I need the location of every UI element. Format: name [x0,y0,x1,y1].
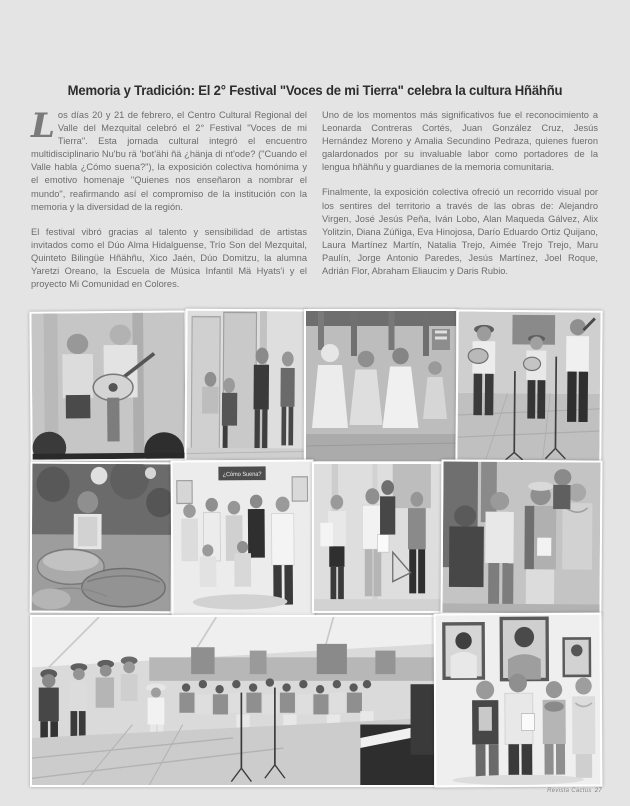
photo-portrait-gallery [434,613,603,788]
paragraph-1-text: os días 20 y 21 de febrero, el Centro Cultural Regional del Valle del Mezquital celebró el 2° Festival "Voces de mi Tierra". Esta jornada cultural integró el encuentro multidisciplinario Nu'bu rä 'bot'ähi ñä ¿hänja di nt'ode? ("Cuando el Valle habla ¿Cómo suena?"), la exposición colectiva homónima y el emotivo homenaje "Quienes nos enseñaron a nombrar el mundo", reafirmando así el compromiso de la institución con la memoria y la diversidad de la región. [31,110,307,212]
photo-audience-panorama [30,615,436,787]
left-column [31,106,307,303]
paragraph-1 [31,106,307,214]
article-body [31,106,599,303]
page-number: 27 [594,788,602,794]
photo-craft-stall [30,462,174,614]
photo-duo-guitarist-image [31,312,185,459]
photo-mirror-group-image [186,311,304,461]
photo-musician-trio [455,309,602,462]
dropcap: L [31,106,55,146]
photo-folk-dancers-image [306,311,456,461]
photo-gallery-group-image [172,462,312,615]
paragraph-2: El festival vibró gracias al talento y sensibilidad de artistas invitados como el Dúo Alma Hidalguense, Trío Son del Mezquital, Quinteto Bilingüe Hñähñu, Xico Jaén, Dúo Domitzu, la alumna Yaretzi Oreano, la Escuela de Música Infantil Mä Hyats'i y el proyecto Mi Comunidad en Colores. [31,226,307,290]
page-title: Memoria y Tradición: El 2° Festival "Voces de mi Tierra" celebra la cultura Hñähñu [67,83,563,99]
photo-gallery-group [170,460,314,617]
magazine-name: Revista Cactus [547,788,592,794]
paragraph-4: Finalmente, la exposición colectiva ofreció un recorrido visual por los sentires del territorio a través de las obras de: Alejandro Virgen, José Jesús Peña, Iván Lobo, Alan Maqueda Gálvez, Alix Yolitzin, Diana Zúñiga, Eva Hinojosa, Darío Eduardo Ortiz Quijano, Laura Martínez Martín, Natalia Trejo, Aimée Trejo Trejo, Maru Paulín, Jorge Antonio Paredes, Jesús Martínez, Joel Roque, Adrián Flor, Abraham Eliaucim y Daris Rubio. [322,187,598,277]
paragraph-3: Uno de los momentos más significativos fue el reconocimiento a Leonarda Contreras Cortés, Juan González Cruz, Jesús Hernández Moreno y Amalia Secundino Pedraza, quienes fueron galardonados por su invaluable labor como portadores de la lengua hñähñu y guardianes de la memoria comunitaria. [322,110,598,173]
photo-women-group-image [442,461,600,613]
photo-mirror-group [184,309,306,463]
photo-duo-guitarist [29,310,187,461]
photo-audience-panorama-image [32,617,434,785]
photo-craft-stall-image [32,464,172,612]
photo-women-group [440,459,602,615]
photo-collage [30,309,600,791]
photo-musician-trio-image [457,311,600,460]
gallery-sign-label: ¿Cómo Suena? [222,471,262,479]
photo-folk-dancers [304,309,458,463]
photo-award-ceremony-image [314,464,441,611]
photo-award-ceremony [312,462,443,613]
page-footer [547,788,602,794]
photo-portrait-gallery-image [436,615,601,786]
right-column [322,109,598,303]
